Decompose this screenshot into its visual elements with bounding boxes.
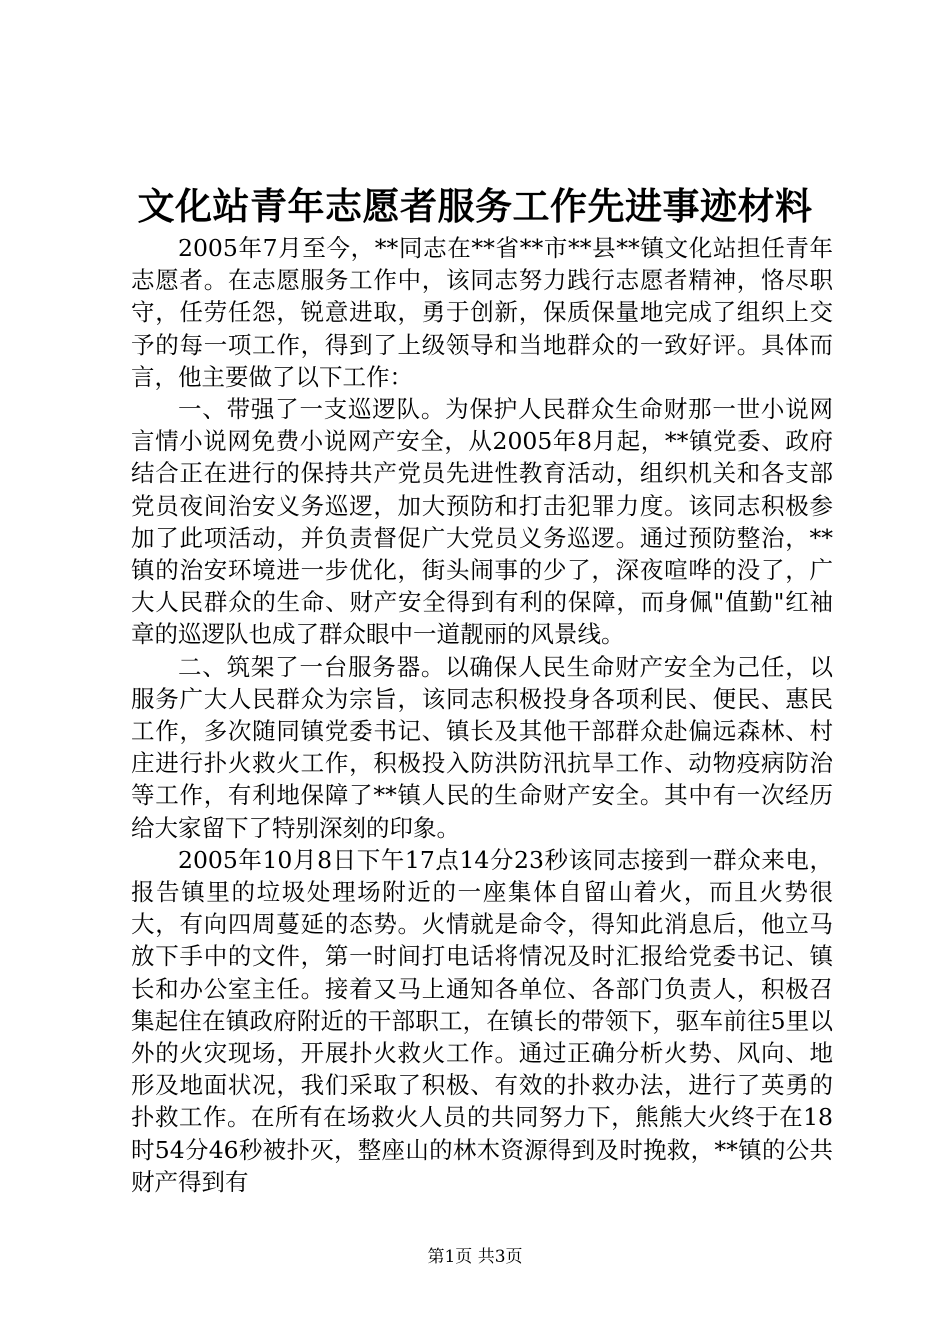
paragraph-patrol-team: 一、带强了一支巡逻队。为保护人民群众生命财那一世小说网言情小说网免费小说网产安全，从2005年8月起，**镇党委、政府结合正在进行的保持共产党员先进性教育活动，组织机关和各支部党员夜间治安义务巡逻，加大预防和打击犯罪力度。该同志积极参加了此项活动，并负责督促广大党员义务巡逻。通过预防整治，**镇的治安环境进一步优化，街头闹事的少了，深夜喧哗的没了，广大人民群众的生命、财产安全得到有利的保障，而身佩"值勤"红袖章的巡逻队也成了群众眼中一道靓丽的风景线。: [131, 395, 833, 649]
document-title: 文化站青年志愿者服务工作先进事迹材料: [137, 184, 813, 228]
paragraph-service: 二、筑架了一台服务器。以确保人民生命财产安全为己任，以服务广大人民群众为宗旨，该同志积极投身各项利民、便民、惠民工作，多次随同镇党委书记、镇长及其他干部群众赴偏远森林、村庄进行扑火救火工作，积极投入防洪防汛抗旱工作、动物疫病防治等工作，有利地保障了**镇人民的生命财产安全。其中有一次经历给大家留下了特别深刻的印象。: [131, 652, 833, 842]
page-number-footer: 第1页 共3页: [427, 1247, 523, 1267]
paragraph-fire-incident: 2005年10月8日下午17点14分23秒该同志接到一群众来电，报告镇里的垃圾处理场附近的一座集体自留山着火，而且火势很大，有向四周蔓延的态势。火情就是命令，得知此消息后，他立马放下手中的文件，第一时间打电话将情况及时汇报给党委书记、镇长和办公室主任。接着又马上通知各单位、各部门负责人，积极召集起住在镇政府附近的干部职工，在镇长的带领下，驱车前往5里以外的火灾现场，开展扑火救火工作。通过正确分析火势、风向、地形及地面状况，我们采取了积极、有效的扑救办法，进行了英勇的扑救工作。在所有在场救火人员的共同努力下，熊熊大火终于在18时54分46秒被扑灭，整座山的林木资源得到及时挽救，**镇的公共财产得到有: [131, 845, 833, 1196]
document-body: [131, 232, 833, 1198]
paragraph-intro: 2005年7月至今，**同志在**省**市**县**镇文化站担任青年志愿者。在志愿服务工作中，该同志努力践行志愿者精神，恪尽职守，任劳任怨，锐意进取，勇于创新，保质保量地完成了组织上交予的每一项工作，得到了上级领导和当地群众的一致好评。具体而言，他主要做了以下工作：: [131, 234, 833, 391]
